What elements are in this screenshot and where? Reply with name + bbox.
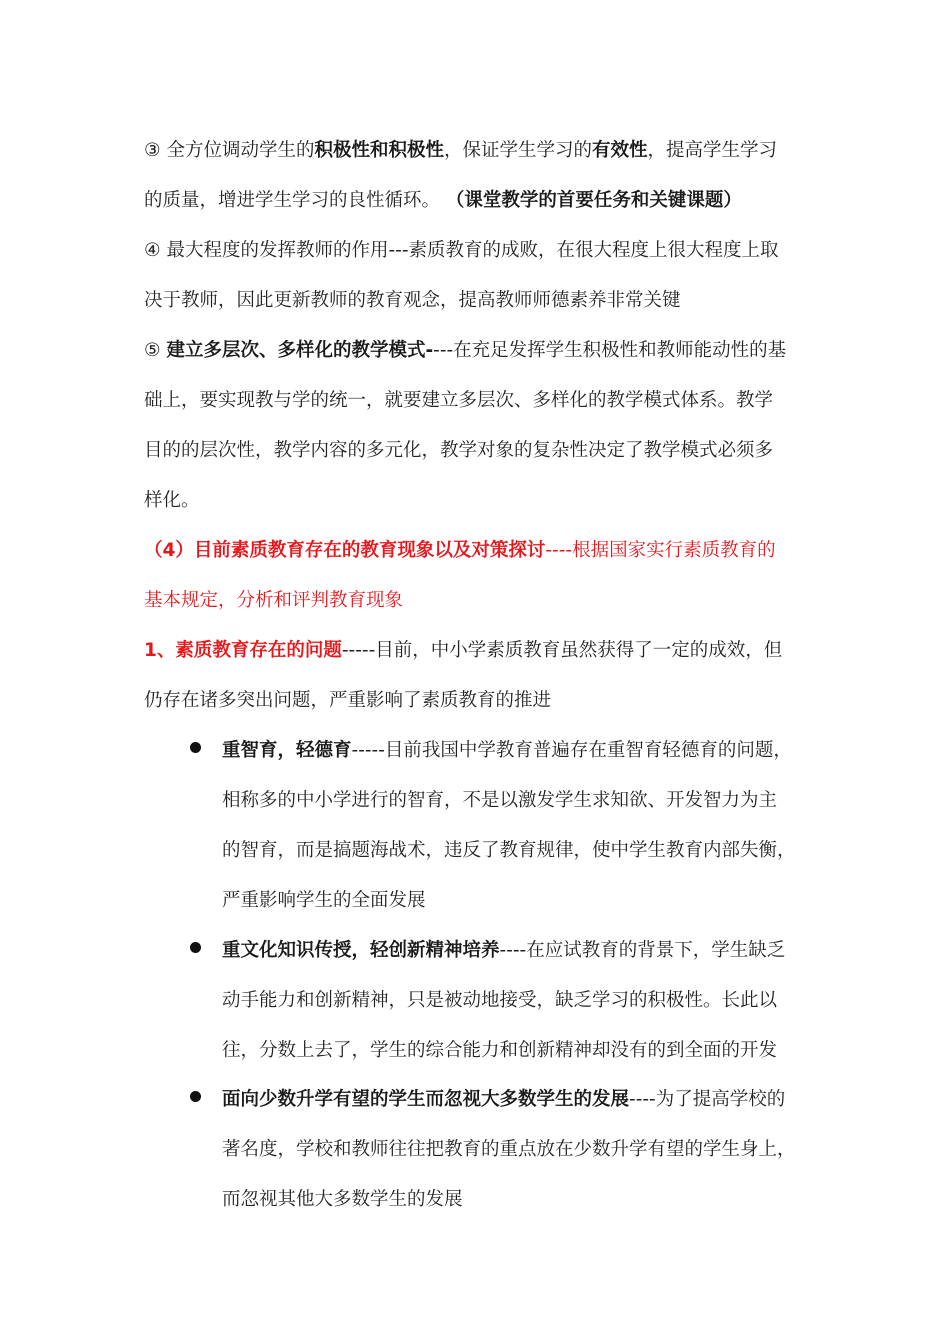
bold-text: 有效性: [592, 140, 648, 161]
bullet-title: 重智育，轻德育: [222, 740, 352, 761]
text-run: ----为了提高学校的: [629, 1089, 786, 1110]
para-5-line-3: 目的的层次性，教学内容的多元化，教学对象的复杂性决定了教学模式必须多: [144, 440, 774, 461]
text-run: ---在充足发挥学生积极性和教师能动性的基: [433, 340, 787, 361]
item-1-line-2: 仍存在诸多突出问题，严重影响了素质教育的推进: [144, 690, 552, 711]
section-4-heading-line-1: [144, 538, 776, 564]
bullet-1-line-4: 严重影响学生的全面发展: [222, 890, 426, 911]
text-run: -----目前我国中学教育普遍存在重智育轻德育的问题，: [351, 740, 792, 761]
para-4-line-2: 决于教师，因此更新教师的教育观念，提高教师师德素养非常关键: [144, 290, 681, 311]
bullet-3-line-3: 而忽视其他大多数学生的发展: [222, 1189, 463, 1210]
para-5-line-2: 础上，要实现教与学的统一，就要建立多层次、多样化的教学模式体系。教学: [144, 390, 774, 411]
bullet-3-line-2: 著名度，学校和教师往往把教育的重点放在少数升学有望的学生身上，: [222, 1139, 796, 1160]
text-run: ----在应试教育的背景下，学生缺乏: [499, 940, 786, 961]
bullet-1-line-1: [222, 738, 792, 764]
text-run: ，保证学生学习的: [443, 140, 592, 161]
bullet-2-line-3: 往，分数上去了，学生的综合能力和创新精神却没有的到全面的开发: [222, 1040, 778, 1061]
bold-text: 积极性和积极性: [314, 140, 444, 161]
bullet-title: 面向少数升学有望的学生而忽视大多数学生的发展: [222, 1089, 630, 1110]
para-3-line-2: [144, 188, 742, 214]
bold-text: （课堂教学的首要任务和关键课题）: [445, 190, 742, 211]
text-run: ③ 全方位调动学生的: [144, 140, 315, 161]
text-run: ⑤: [144, 340, 167, 361]
bullet-2-line-1: [222, 938, 785, 964]
item-1-line-1: [144, 638, 782, 664]
bullet-title: 重文化知识传授，轻创新精神培养: [222, 940, 500, 961]
bullet-icon: [190, 742, 201, 753]
para-4-line-1: ④ 最大程度的发挥教师的作用---素质教育的成败，在很大程度上很大程度上取: [144, 240, 779, 261]
bold-text: 建立多层次、多样化的教学模式-: [166, 340, 434, 361]
para-3-line-1: [144, 138, 777, 164]
item-heading: 1、素质教育存在的问题: [144, 640, 342, 661]
bullet-1-line-2: 相称多的中小学进行的智育，不是以激发学生求知欲、开发智力为主: [222, 790, 778, 811]
para-5-line-4: 样化。: [144, 490, 200, 511]
bullet-icon: [190, 1091, 201, 1102]
text-run: 的质量，增进学生学习的良性循环。: [144, 190, 446, 211]
bullet-1-line-3: 的智育，而是搞题海战术，违反了教育规律，使中学生教育内部失衡，: [222, 840, 796, 861]
bullet-2-line-2: 动手能力和创新精神，只是被动地接受，缺乏学习的积极性。长此以: [222, 990, 778, 1011]
bullet-icon: [190, 942, 201, 953]
section-4-heading-line-2: 基本规定，分析和评判教育现象: [144, 590, 404, 611]
section-heading: （4）目前素质教育存在的教育现象以及对策探讨: [144, 540, 546, 561]
text-run: ----根据国家实行素质教育的: [545, 540, 776, 561]
text-run: -----目前，中小学素质教育虽然获得了一定的成效，但: [341, 640, 783, 661]
para-5-line-1: [144, 338, 786, 364]
text-run: ，提高学生学习: [647, 140, 778, 161]
bullet-3-line-1: [222, 1087, 785, 1113]
